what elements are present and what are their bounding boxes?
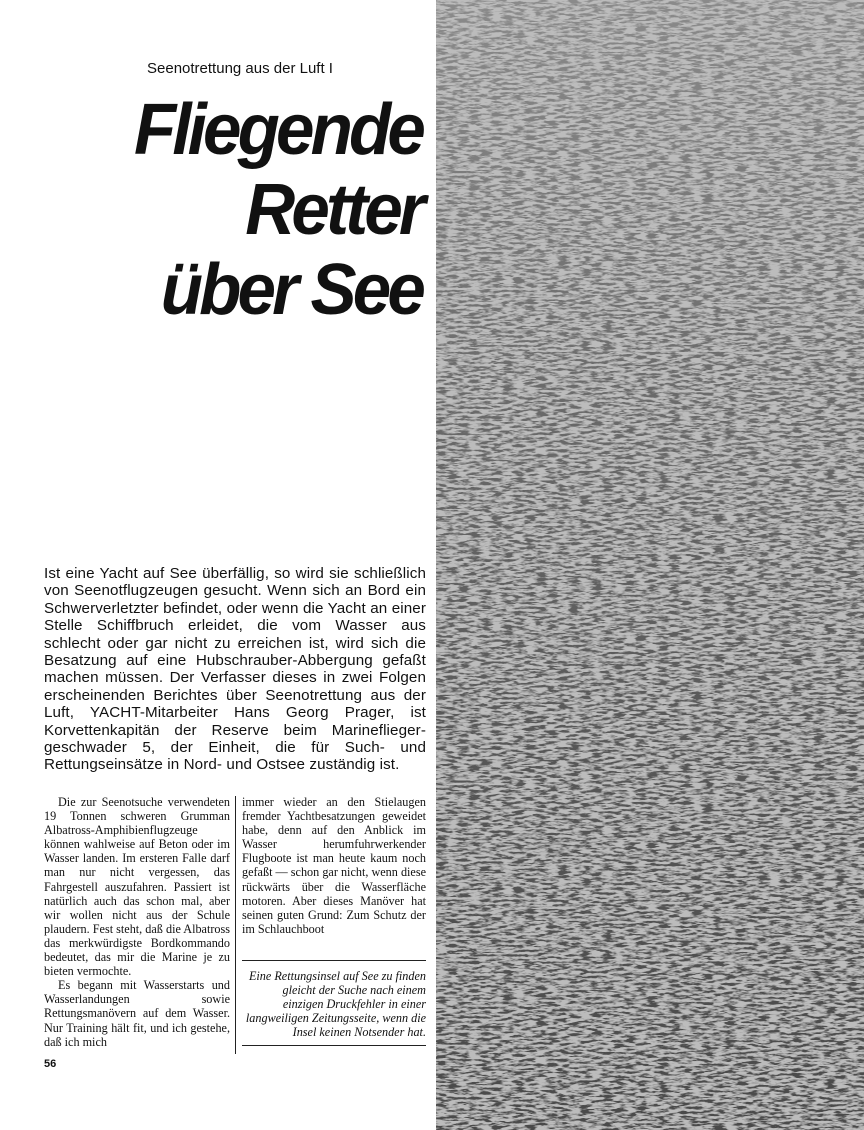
headline-line-2: Retter: [245, 170, 422, 250]
body-paragraph: immer wieder an den Stielaugen fremder Yachtbesatzungen geweidet habe, denn auf den Anblick im Wasser herumfuhrwerkender Flugboote ist man heute kaum noch gefaßt — schon gar nicht, wenn diese rückwärts über die Wasserfläche motoren. Aber dieses Manöver hat seinen guten Grund: Zum Schutz der im Schlauchboot: [242, 795, 426, 936]
sea-surface-photo: [436, 0, 864, 1130]
caption-text: Eine Rettungsinsel auf See zu finden gleicht der Suche nach einem einzigen Druckfehler in einer langweiligen Zeitungsseite, wenn die Insel keinen Notsender hat.: [245, 969, 426, 1040]
body-column-2: [242, 795, 426, 936]
photo-caption: [242, 960, 426, 1046]
column-divider: [235, 796, 236, 1054]
headline-line-3: über See: [160, 250, 422, 330]
lead-text: Ist eine Yacht auf See überfällig, so wird sie schließlich von Seenotflugzeugen gesucht. Wenn sich an Bord ein Schwerverletzter befindet, oder wenn die Yacht an einer Stelle Schiffbruch erleidet, die vom Wasser aus schlecht oder gar nicht zu erreichen ist, wird sich die Besatzung auf eine Hubschrauber-Abbergung gefaßt machen müssen. Der Verfasser dieses in zwei Folgen erscheinenden Berichtes über Seenotrettung aus der Luft, YACHT-Mitarbeiter Hans Georg Prager, ist Korvettenkapitän der Reserve beim Marineflieger-geschwader 5, der Einheit, die für Such- und Rettungseinsätze in Nord- und Ostsee zuständig ist.: [44, 565, 426, 774]
page-number: 56: [44, 1058, 57, 1070]
sea-surface-icon: [436, 0, 864, 1130]
headline: [46, 90, 422, 330]
body-column-1: [44, 795, 230, 1049]
body-paragraph: Die zur Seenotsuche verwendeten 19 Tonnen schweren Grumman Albatross-Amphibienflugzeuge können wahlweise auf Beton oder im Wasser landen. Im ersteren Falle darf man nur nicht vergessen, das Fahrgestell auszufahren. Passiert ist natürlich auch das schon mal, aber wir wollen nicht aus der Schule plaudern. Fest steht, daß die Albatross das merkwürdigste Bordkommando bedeutet, das mir die Marine je zu bieten vermochte.: [44, 795, 230, 979]
lead-paragraph: [44, 565, 426, 774]
headline-line-1: Fliegende: [133, 90, 423, 170]
body-paragraph: Es begann mit Wasserstarts und Wasserlandungen sowie Rettungsmanövern auf dem Wasser. Nur Training hält fit, und ich gestehe, daß ich mich: [44, 978, 230, 1049]
section-kicker: Seenotrettung aus der Luft I: [147, 60, 333, 77]
